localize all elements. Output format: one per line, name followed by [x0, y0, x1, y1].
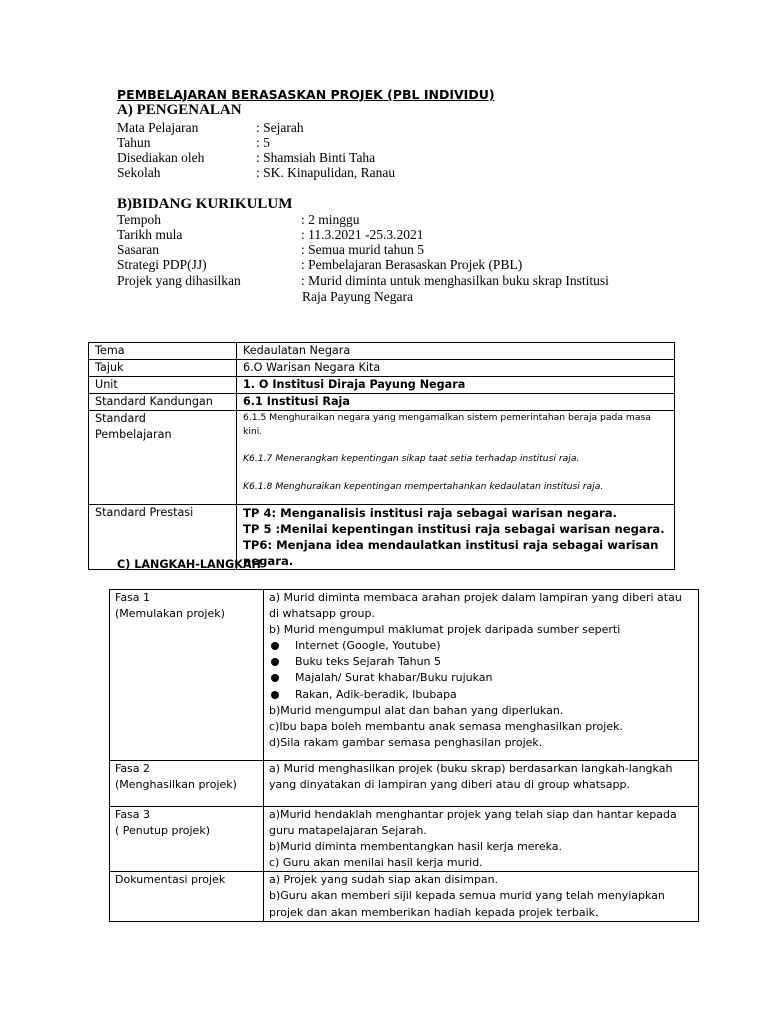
phase3-label-line2: ( Penutup projek)	[115, 824, 210, 838]
table-value-performance-standard	[237, 505, 675, 570]
phase2-a-line2: yang dinyatakan di lampiran yang diberi atau di group whatsapp.	[269, 778, 630, 792]
phase1-b: b) Murid mengumpul maklumat projek daripada sumber seperti	[269, 623, 621, 637]
table-row	[89, 360, 675, 377]
intro-label-year: Tahun	[117, 135, 151, 150]
curr-label-start-date: Tarikh mula	[117, 227, 183, 242]
phase2-label-line1: Fasa 2	[115, 762, 151, 775]
table-row	[110, 761, 699, 807]
documentation-content	[264, 872, 699, 921]
table-row	[110, 872, 699, 921]
table-value-theme: Kedaulatan Negara	[237, 343, 675, 360]
curriculum-table	[88, 342, 675, 570]
table-row	[89, 377, 675, 394]
curr-value-start-date: : 11.3.2021 -25.3.2021	[301, 227, 424, 242]
intro-value-subject: : Sejarah	[256, 120, 304, 135]
table-row	[89, 411, 675, 505]
curr-label-project: Projek yang dihasilkan	[117, 273, 241, 288]
table-label-theme: Tema	[89, 343, 237, 360]
intro-value-prepared-by: : Shamsiah Binti Taha	[256, 150, 376, 165]
table-value-topic: 6.O Warisan Negara Kita	[237, 360, 675, 377]
table-row	[89, 394, 675, 411]
table-value-learning-standard	[237, 411, 675, 505]
phase1-label-line2: (Memulakan projek)	[115, 607, 225, 621]
table-row	[89, 343, 675, 360]
intro-label-prepared-by: Disediakan oleh	[117, 150, 205, 165]
phase1-d: d)Sila rakam gambar semasa penghasilan projek.	[269, 735, 543, 749]
phase1-a-line1: a) Murid diminta membaca arahan projek dalam lampiran yang diberi atau	[269, 591, 682, 604]
table-label-topic: Tajuk	[89, 360, 237, 377]
phase2-label	[110, 761, 264, 807]
intro-value-school: : SK. Kinapulidan, Ranau	[256, 165, 396, 180]
phase1-b2: b)Murid mengumpul alat dan bahan yang diperlukan.	[269, 703, 564, 717]
documentation-b-line1: b)Guru akan memberi sijil kepada semua murid yang telah menyiapkan	[269, 889, 665, 903]
table-label-performance-standard: Standard Prestasi	[89, 505, 237, 570]
phase3-label-line1: Fasa 3	[115, 808, 151, 821]
phase3-label	[110, 807, 264, 872]
list-item: Buku teks Sejarah Tahun 5	[269, 654, 693, 670]
learning-standard-line1: 6.1.5 Menghuraikan negara yang mengamalkan sistem pemerintahan beraja pada masa	[243, 412, 651, 423]
documentation-b-line2: projek dan akan memberikan hadiah kepada projek terbaik.	[269, 905, 599, 919]
learning-standard-line3: K6.1.7 Menerangkan kepentingan sikap taat setia terhadap institusi raja.	[243, 453, 580, 464]
phase3-content	[264, 807, 699, 872]
table-row	[110, 807, 699, 872]
curr-label-target: Sasaran	[117, 242, 159, 257]
learning-standard-label-line2: Pembelajaran	[95, 428, 172, 441]
phase1-a-line2: di whatsapp group.	[269, 607, 375, 621]
list-item: Rakan, Adik-beradik, Ibubapa	[269, 687, 693, 703]
phase1-label	[110, 590, 264, 761]
section-b-heading: B)BIDANG KURIKULUM	[117, 196, 293, 212]
list-item: Majalah/ Surat khabar/Buku rujukan	[269, 670, 693, 686]
phase2-content	[264, 761, 699, 807]
table-row	[110, 590, 699, 761]
performance-tp4: TP 4: Menganalisis institusi raja sebagai warisan negara.	[243, 506, 617, 520]
curr-value-duration: : 2 minggu	[301, 212, 360, 227]
curr-value-strategy: : Pembelajaran Berasaskan Projek (PBL)	[301, 257, 523, 272]
table-value-content-standard: 6.1 Institusi Raja	[237, 394, 675, 411]
table-label-unit: Unit	[89, 377, 237, 394]
steps-table	[109, 589, 699, 922]
curr-label-strategy: Strategi PDP(JJ)	[117, 257, 207, 272]
phase2-a-line1: a) Murid menghasilkan projek (buku skrap) berdasarkan langkah-langkah	[269, 762, 673, 775]
phase1-content	[264, 590, 699, 761]
phase3-b: b)Murid diminta membentangkan hasil kerja mereka.	[269, 840, 562, 854]
document-title: PEMBELAJARAN BERASASKAN PROJEK (PBL INDIVIDU)	[117, 87, 495, 102]
intro-label-subject: Mata Pelajaran	[117, 120, 199, 135]
section-c-heading: C) LANGKAH-LANGKAH	[117, 558, 261, 571]
curr-label-duration: Tempoh	[117, 212, 162, 227]
phase2-label-line2: (Menghasilkan projek)	[115, 778, 237, 792]
table-label-learning-standard	[89, 411, 237, 505]
performance-tp5: TP 5 :Menilai kepentingan institusi raja sebagai warisan negara.	[243, 522, 665, 536]
intro-label-school: Sekolah	[117, 165, 161, 180]
learning-standard-line2: kini.	[243, 426, 263, 437]
intro-value-year: : 5	[256, 135, 270, 150]
curr-value-project-cont: Raja Payung Negara	[302, 289, 413, 304]
table-value-unit: 1. O Institusi Diraja Payung Negara	[237, 377, 675, 394]
performance-tp6: TP6: Menjana idea mendaulatkan institusi raja sebagai warisan negara.	[243, 538, 659, 568]
learning-standard-line4: K6.1.8 Menghuraikan kepentingan mempertahankan kedaulatan institusi raja.	[243, 481, 604, 492]
documentation-label: Dokumentasi projek	[110, 872, 264, 921]
phase3-a-line1: a)Murid hendaklah menghantar projek yang telah siap dan hantar kepada	[269, 808, 677, 821]
learning-standard-label-line1: Standard	[95, 412, 146, 425]
list-item: Internet (Google, Youtube)	[269, 638, 693, 654]
table-label-content-standard: Standard Kandungan	[89, 394, 237, 411]
documentation-a: a) Projek yang sudah siap akan disimpan.	[269, 873, 499, 887]
phase1-label-line1: Fasa 1	[115, 591, 151, 604]
phase3-c: c) Guru akan menilai hasil kerja murid.	[269, 856, 483, 870]
curr-value-project: : Murid diminta untuk menghasilkan buku skrap Institusi	[301, 273, 609, 288]
section-a-heading: A) PENGENALAN	[117, 102, 242, 118]
curr-value-target: : Semua murid tahun 5	[301, 242, 424, 257]
phase1-c: c)Ibu bapa boleh membantu anak semasa menghasilkan projek.	[269, 719, 623, 733]
phase3-a-line2: guru matapelajaran Sejarah.	[269, 824, 427, 838]
